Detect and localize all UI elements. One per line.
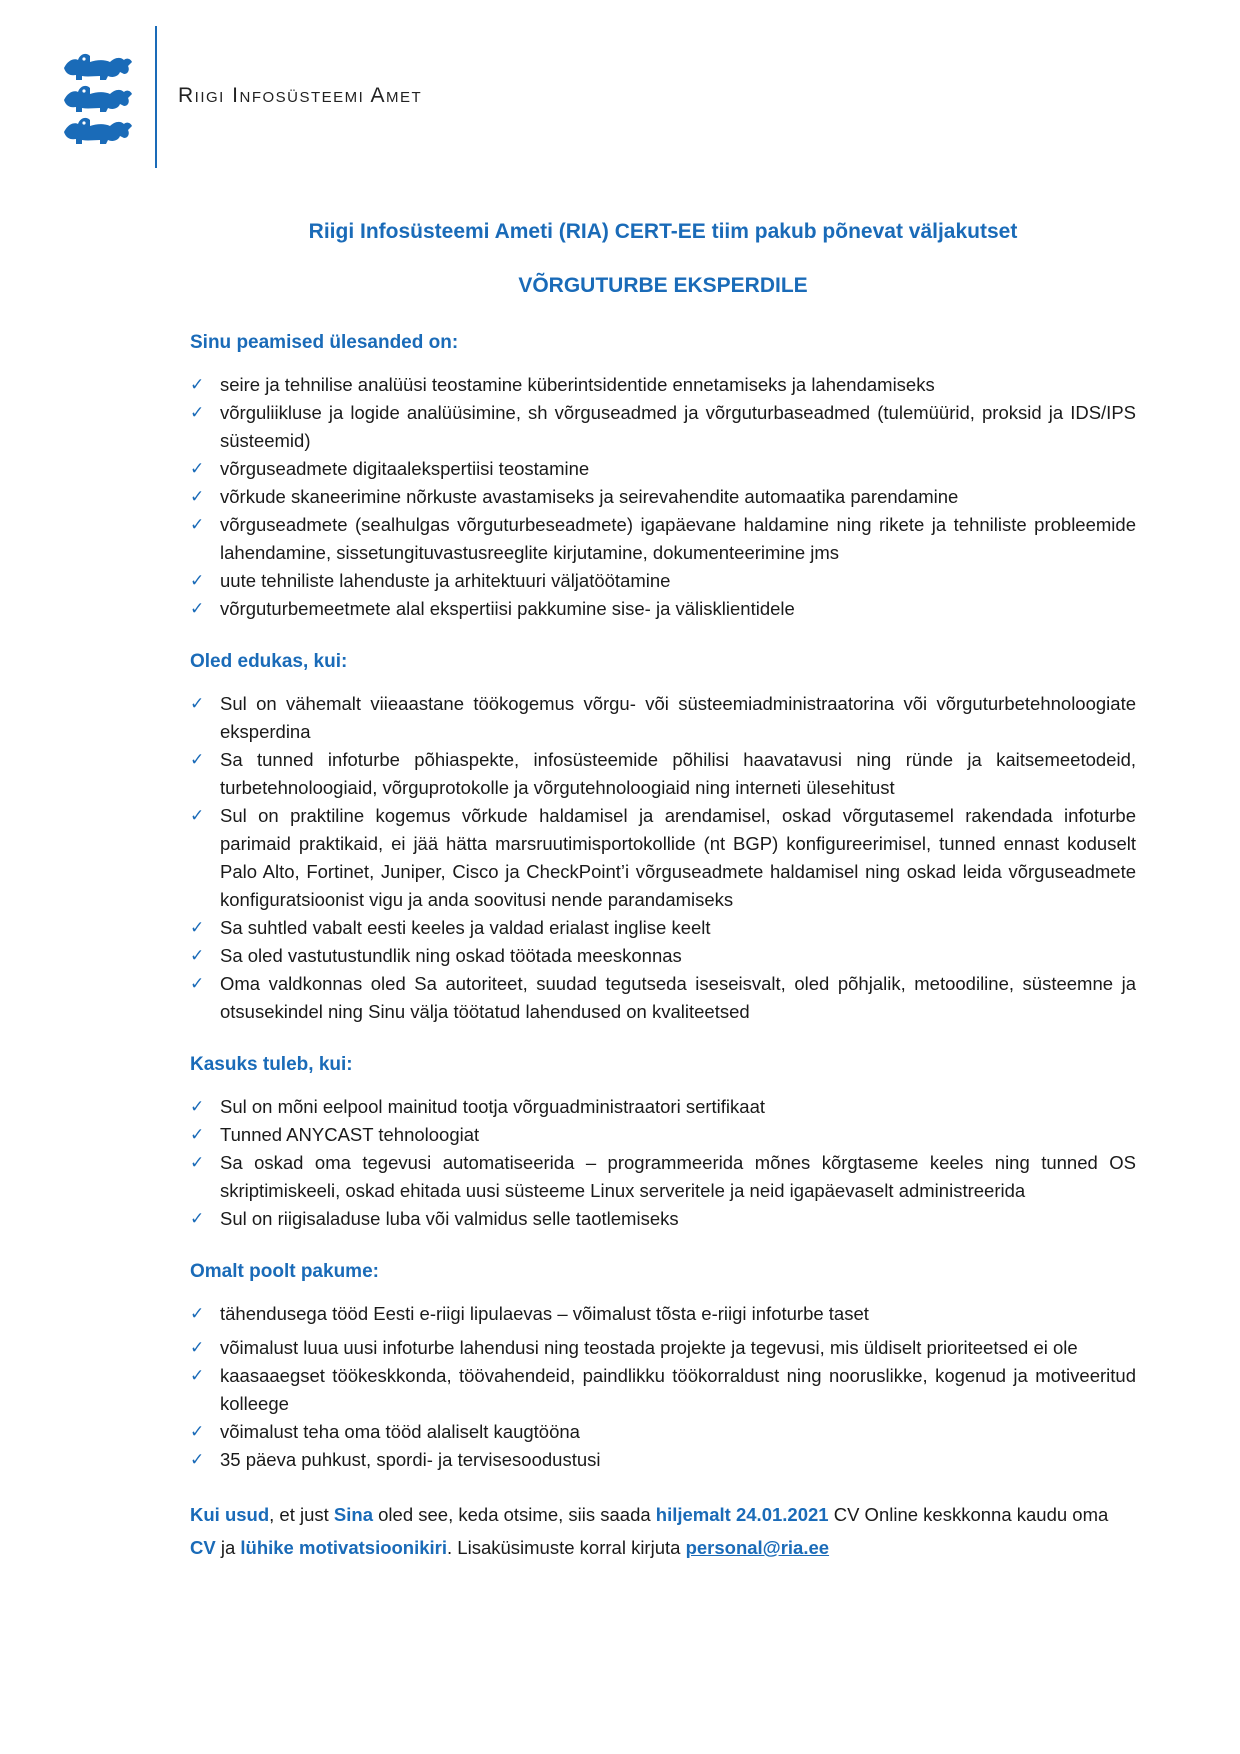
check-mark-icon: ✓ [190,1450,205,1469]
list-item: ✓ seire ja tehnilise analüüsi teostamine küberintsidentide ennetamiseks ja lahendamiseks [190,371,1136,399]
org-name: Riigi Infosüsteemi Amet [178,84,423,107]
document-body [190,220,1136,1564]
closing-paragraph: Kui usud, et just Sina oled see, keda otsime, siis saada hiljemalt 24.01.2021 CV Online keskkonna kaudu oma CV ja lühike motivatsioonikiri. Lisaküsimuste korral kirjuta personal@ria.ee [190,1504,1109,1558]
check-mark-icon: ✓ [190,1338,205,1357]
check-mark-icon: ✓ [190,403,205,422]
section-heading-offer: Omalt poolt pakume: [190,1261,379,1282]
check-mark-icon: ✓ [190,515,205,534]
list-item: ✓ uute tehniliste lahenduste ja arhitektuuri väljatöötamine [190,567,1136,595]
list-item: ✓ Sul on riigisaladuse luba või valmidus selle taotlemiseks [190,1205,1136,1233]
list-item: ✓ võrkude skaneerimine nõrkuste avastamiseks ja seirevahendite automaatika parendamine [190,483,1136,511]
list-item: ✓ Sa suhtled vabalt eesti keeles ja valdad erialast inglise keelt [190,914,1136,942]
list-item: ✓ kaasaaegset töökeskkonda, töövahendeid, paindlikku töökorraldust ning nooruslikke, kogenud ja motiveeritud kolleege [190,1362,1136,1418]
check-mark-icon: ✓ [190,1209,205,1228]
list-item: ✓ Sa oskad oma tegevusi automatiseerida – programmeerida mõnes kõrgtaseme keeles ning tunned OS skriptimiskeeli, oskad ehitada uusi süsteeme Linux serveritele ja neid igapäevaselt administreerida [190,1149,1136,1205]
check-mark-icon: ✓ [190,1125,205,1144]
list-item: ✓ võimalust teha oma tööd alaliselt kaugtööna [190,1418,1136,1446]
header-divider [155,26,157,168]
check-mark-icon: ✓ [190,750,205,769]
check-mark-icon: ✓ [190,459,205,478]
list-item: ✓ võrguseadmete digitaalekspertiisi teostamine [190,455,1136,483]
check-mark-icon: ✓ [190,599,205,618]
check-mark-icon: ✓ [190,918,205,937]
list-item: ✓ võimalust luua uusi infoturbe lahendusi ning teostada projekte ja tegevusi, mis üldiselt prioriteetsed ei ole [190,1334,1136,1362]
check-mark-icon: ✓ [190,694,205,713]
tasks-list [190,371,1136,623]
check-mark-icon: ✓ [190,1097,205,1116]
coat-of-arms-logo-icon [60,48,136,144]
list-item: ✓ võrguseadmete (sealhulgas võrguturbeseadmete) igapäevane haldamine ning rikete ja tehniliste probleemide lahendamine, sissetungituvastusreeglite kirjutamine, dokumenteerimine jms [190,511,1136,567]
check-mark-icon: ✓ [190,806,205,825]
section-heading-requirements: Oled edukas, kui: [190,651,348,672]
check-mark-icon: ✓ [190,1422,205,1441]
page-title: Riigi Infosüsteemi Ameti (RIA) CERT-EE tiim pakub põnevat väljakutset [308,220,1018,243]
email-link[interactable]: personal@ria.ee [685,1537,830,1558]
check-mark-icon: ✓ [190,1366,205,1385]
list-item: ✓ Tunned ANYCAST tehnoloogiat [190,1121,1136,1149]
list-item: ✓ Sul on praktiline kogemus võrkude haldamisel ja arendamisel, oskad võrgutasemel rakendada infoturbe parimaid praktikaid, ei jää hätta marsruutimisportokollide (nt BGP) konfigureerimisel, tunned ennast koduselt Palo Alto, Fortinet, Juniper, Cisco ja CheckPoint’i võrguseadmete haldamisel ning oskad leida võrguseadmete konfiguratsioonist vigu ja anda soovitusi nende parandamiseks [190,802,1136,914]
check-mark-icon: ✓ [190,1304,205,1323]
check-mark-icon: ✓ [190,487,205,506]
check-mark-icon: ✓ [190,974,205,993]
list-item: ✓ võrguliikluse ja logide analüüsimine, sh võrguseadmed ja võrguturbaseadmed (tulemüürid, proksid ja IDS/IPS süsteemid) [190,399,1136,455]
list-item: ✓ tähendusega tööd Eesti e-riigi lipulaevas – võimalust tõsta e-riigi infoturbe taset [190,1300,1136,1328]
list-item: ✓ võrguturbemeetmete alal ekspertiisi pakkumine sise- ja välisklientidele [190,595,1136,623]
list-item: ✓ Sul on mõni eelpool mainitud tootja võrguadministraatori sertifikaat [190,1093,1136,1121]
check-mark-icon: ✓ [190,571,205,590]
section-heading-advantages: Kasuks tuleb, kui: [190,1054,353,1075]
advantages-list [190,1093,1136,1233]
list-item: ✓ Sa tunned infoturbe põhiaspekte, infosüsteemide põhilisi haavatavusi ning ründe ja kaitsemeetodeid, turbetehnoloogiaid, võrguprotokolle ja võrgutehnoloogiaid ning interneti ülesehitust [190,746,1136,802]
check-mark-icon: ✓ [190,946,205,965]
check-mark-icon: ✓ [190,375,205,394]
list-item: ✓ Oma valdkonnas oled Sa autoriteet, suudad tegutseda iseseisvalt, oled põhjalik, metoodiline, süsteemne ja otsusekindel ning Sinu välja töötatud lahendused on kvaliteetsed [190,970,1136,1026]
list-item: ✓ 35 päeva puhkust, spordi- ja tervisesoodustusi [190,1446,1136,1474]
list-item: ✓ Sul on vähemalt viieaastane töökogemus võrgu- või süsteemiadministraatorina või võrguturbetehnoloogiate eksperdina [190,690,1136,746]
section-heading-tasks: Sinu peamised ülesanded on: [190,332,459,353]
requirements-list [190,690,1136,1026]
check-mark-icon: ✓ [190,1153,205,1172]
offer-list [190,1300,1136,1474]
list-item: ✓ Sa oled vastutustundlik ning oskad töötada meeskonnas [190,942,1136,970]
page-subtitle: VÕRGUTURBE EKSPERDILE [518,274,808,297]
